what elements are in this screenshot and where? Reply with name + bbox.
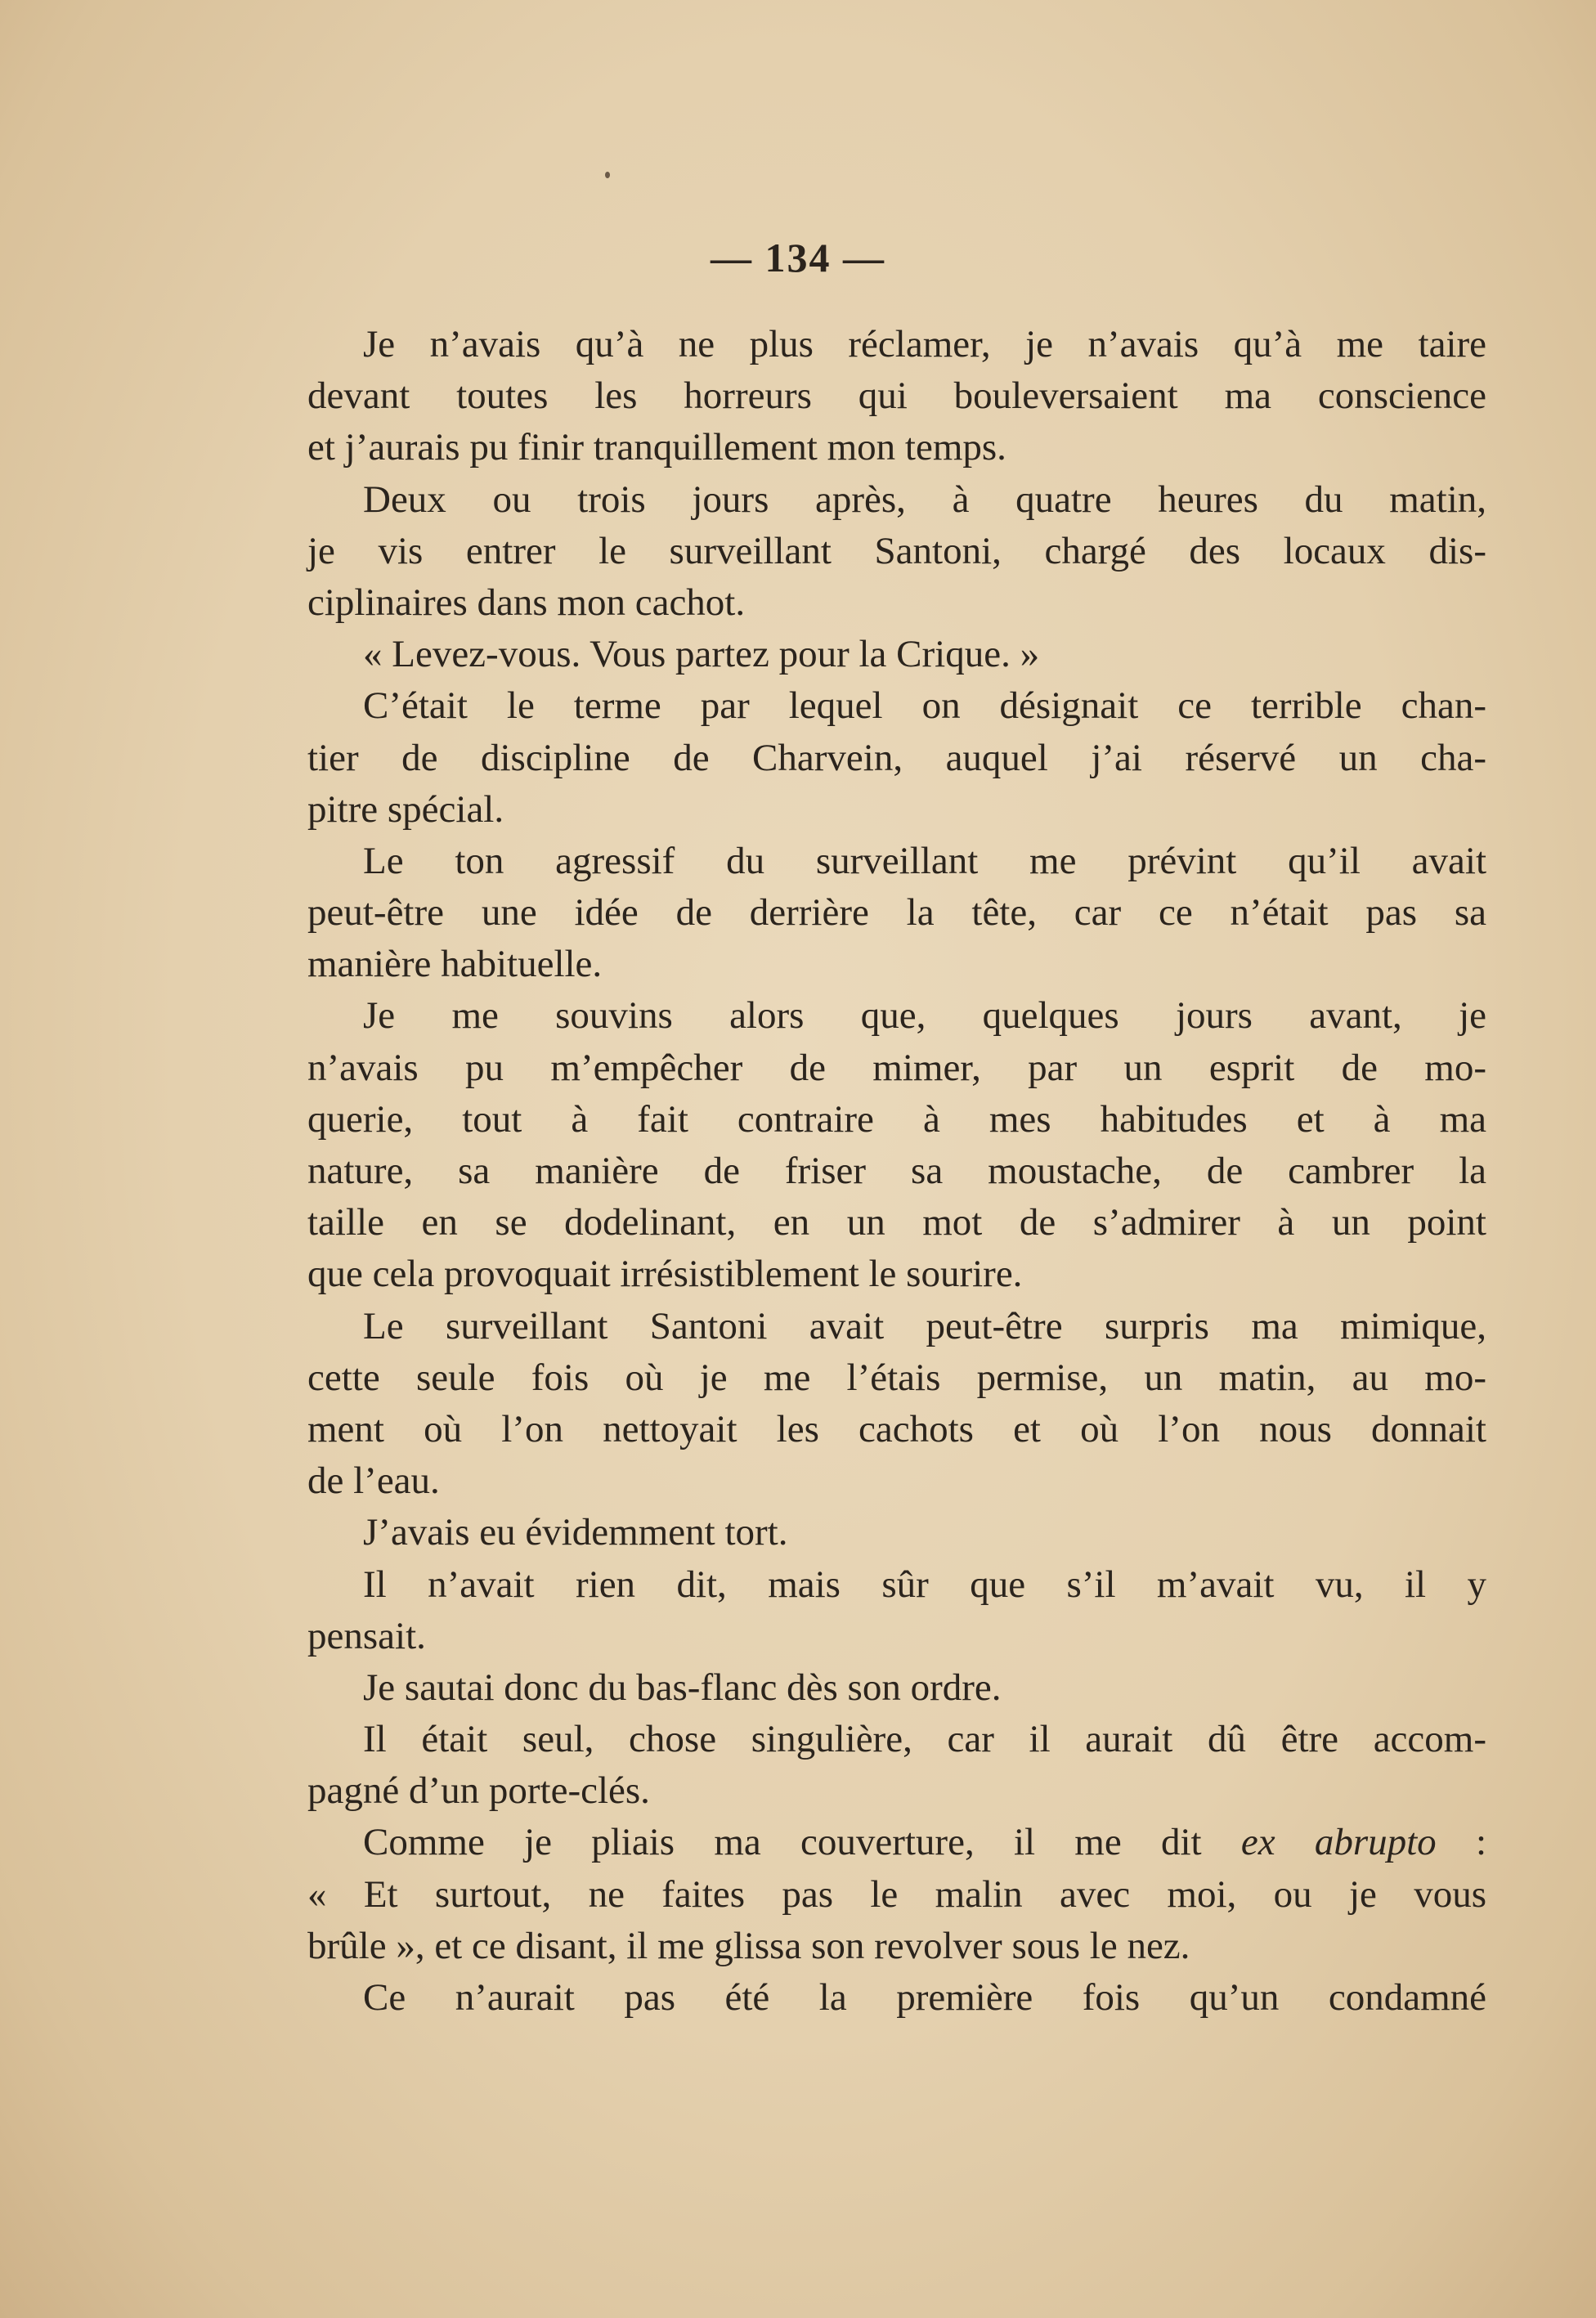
text-line: Je sautai donc du bas-flanc dès son ordre. <box>363 1666 1002 1709</box>
text-line: Il n’avait rien dit, mais sûr que s’il m’avait vu, il y <box>363 1563 1486 1606</box>
text-line: Deux ou trois jours après, à quatre heures du matin, <box>363 477 1486 521</box>
text-line: Ce n’aurait pas été la première fois qu’un condamné <box>363 1976 1486 2019</box>
text-line: pitre spécial. <box>307 787 504 831</box>
text-line: nature, sa manière de friser sa moustache, de cambrer la <box>307 1150 1486 1192</box>
text-line: pagné d’un porte-clés. <box>307 1769 650 1813</box>
page-number: — 134 — <box>711 235 885 280</box>
text-line: peut-être une idée de derrière la tête, car ce n’était pas sa <box>307 891 1486 935</box>
text-line: manière habituelle. <box>307 943 603 986</box>
text-line: « Et surtout, ne faites pas le malin avec moi, ou je vous <box>307 1872 1486 1916</box>
text-line: « Levez-vous. Vous partez pour la Crique. » <box>363 633 1040 676</box>
text-line: que cela provoquait irrésistiblement le sourire. <box>307 1253 1023 1296</box>
text-line: taille en se dodelinant, en un mot de s’admirer à un point <box>307 1201 1486 1244</box>
text-line: je vis entrer le surveillant Santoni, chargé des locaux dis- <box>307 529 1486 572</box>
text-line: cette seule fois où je me l’étais permise, un matin, au mo- <box>307 1356 1486 1399</box>
paragraph <box>307 836 1486 991</box>
ink-speck <box>605 172 610 178</box>
paragraph <box>307 319 1486 474</box>
text-line: Je me souvins alors que, quelques jours avant, je <box>363 994 1486 1038</box>
paragraph <box>307 474 1486 630</box>
text-line: C’était le terme par lequel on désignait ce terrible chan- <box>363 684 1486 728</box>
text-line: n’avais pu m’empêcher de mimer, par un esprit de mo- <box>307 1046 1486 1089</box>
text-line: Le ton agressif du surveillant me prévint qu’il avait <box>363 839 1486 882</box>
paragraph <box>307 1972 1486 2024</box>
paragraph <box>307 1559 1486 1662</box>
text-segment: Comme je pliais ma couverture, il me dit <box>363 1821 1241 1864</box>
text-line: Le surveillant Santoni avait peut-être surpris ma mimique, <box>363 1304 1486 1347</box>
italic-phrase: ex abrupto <box>1240 1821 1437 1864</box>
text-line: querie, tout à fait contraire à mes habitudes et à ma <box>307 1097 1486 1141</box>
text-line: brûle », et ce disant, il me glissa son revolver sous le nez. <box>307 1924 1190 1967</box>
paragraph <box>307 1507 1486 1558</box>
paragraph <box>307 990 1486 1300</box>
text-line: et j’aurais pu finir tranquillement mon temps. <box>307 426 1006 469</box>
paragraph <box>307 1817 1486 1972</box>
text-line: Je n’avais qu’à ne plus réclamer, je n’avais qu’à me taire <box>363 323 1486 365</box>
text-line: Il était seul, chose singulière, car il aurait dû être accom- <box>363 1718 1486 1761</box>
text-line: pensait. <box>307 1614 426 1657</box>
paragraph <box>307 1662 1486 1714</box>
text-line: ment où l’on nettoyait les cachots et où l’on nous donnait <box>307 1407 1486 1450</box>
text-line <box>307 1817 1486 1868</box>
text-line: ciplinaires dans mon cachot. <box>307 581 746 624</box>
text-segment: : <box>1436 1821 1486 1864</box>
text-line: devant toutes les horreurs qui bouleversaient ma conscience <box>307 374 1486 418</box>
body-text <box>307 319 1486 2024</box>
paragraph <box>307 680 1486 836</box>
paragraph <box>307 1301 1486 1508</box>
paragraph <box>307 1714 1486 1817</box>
text-line: de l’eau. <box>307 1459 440 1503</box>
paragraph <box>307 629 1486 680</box>
text-line: tier de discipline de Charvein, auquel j’ai réservé un cha- <box>307 736 1486 779</box>
text-line: J’avais eu évidemment tort. <box>363 1511 788 1554</box>
